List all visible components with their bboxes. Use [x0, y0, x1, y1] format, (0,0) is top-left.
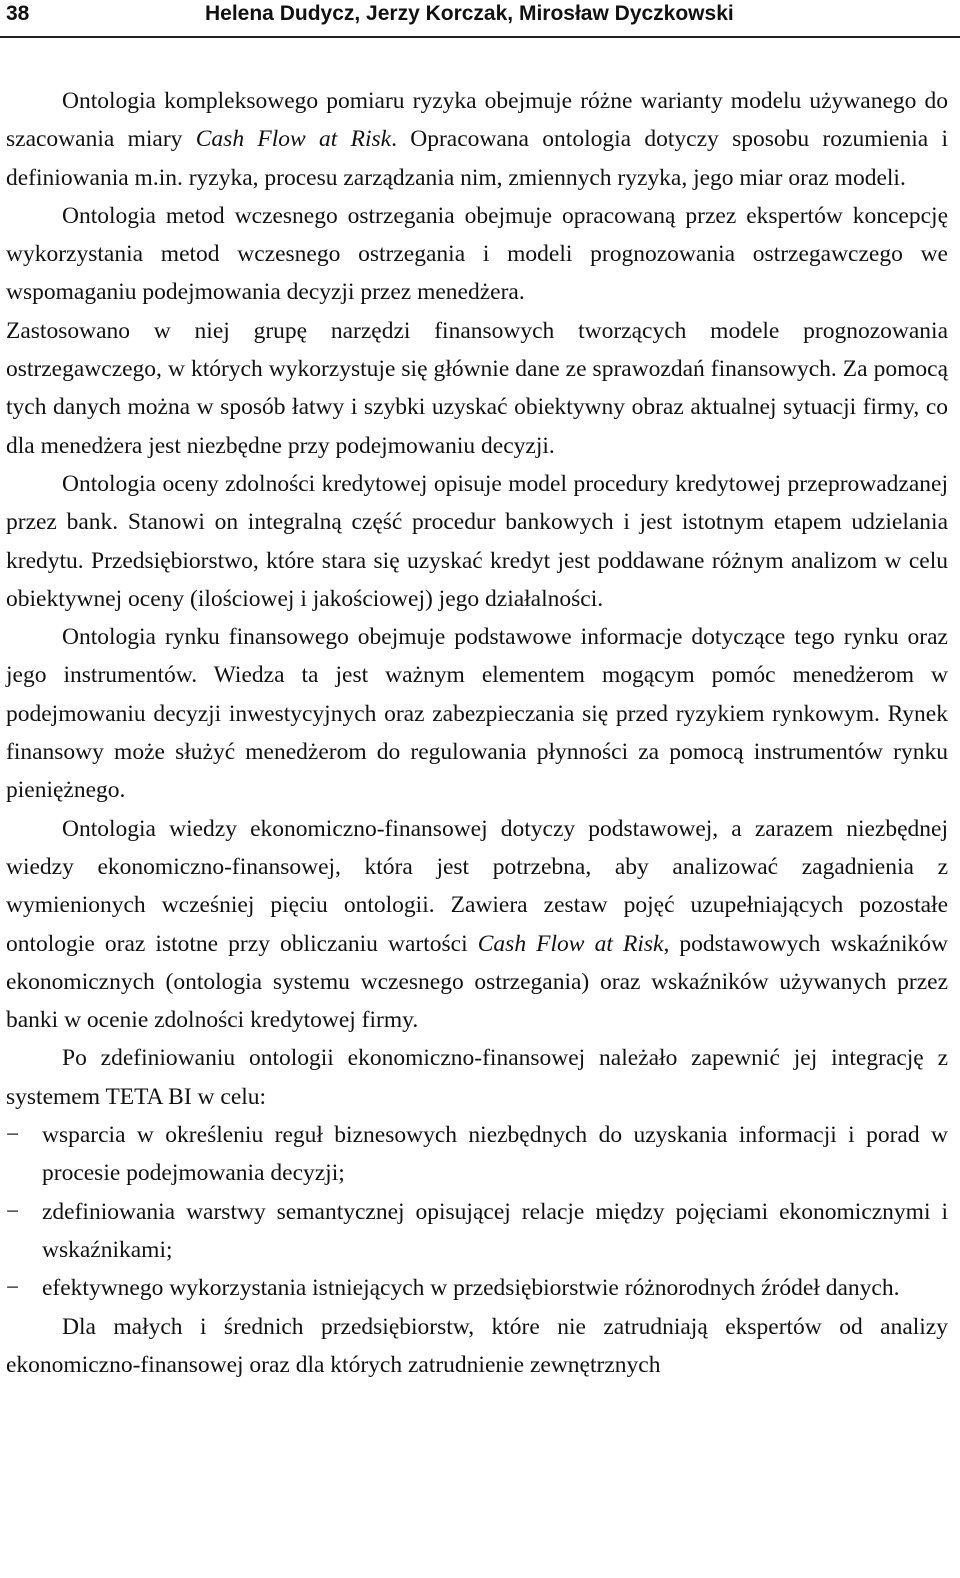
body-text: [6, 82, 948, 1384]
paragraph-risk-measurement-ontology: [6, 82, 948, 197]
italic-term: Cash Flow at Risk: [477, 930, 664, 957]
paragraph-integration-intro: Po zdefiniowaniu ontologii ekonomiczno-finansowej należało zapewnić jej integrację z systemem TETA BI w celu:: [6, 1045, 948, 1110]
page-number: 38: [6, 2, 30, 25]
list-item-text: wsparcia w określeniu reguł biznesowych niezbędnych do uzyskania informacji i porad w procesie podejmowania decyzji;: [42, 1122, 948, 1187]
paragraph-early-warning-ontology: Ontologia metod wczesnego ostrzegania obejmuje opracowaną przez ekspertów koncepcję wykorzystania metod wczesnego ostrzegania i modeli prognozowania ostrzegawczego we wspomaganiu podejmowania decyzji przez menedżera.: [6, 202, 948, 306]
paragraph-financial-market-ontology: Ontologia rynku finansowego obejmuje podstawowe informacje dotyczące tego rynku oraz jego instrumentów. Wiedza ta jest ważnym elementem mogącym pomóc menedżerom w podejmowaniu decyzji inwestycyjnych oraz zabezpieczania się przed ryzykiem rynkowym. Rynek finansowy może służyć menedżerom do regulowania płynności za pomocą instrumentów rynku pieniężnego.: [6, 624, 948, 804]
list-item-text: zdefiniowania warstwy semantycznej opisującej relacje między pojęciami ekonomicznymi i wskaźnikami;: [42, 1198, 948, 1263]
paragraph-text: . Opracowana ontologia dotyczy sposobu rozumienia i definiowania m.in. ryzyka, procesu zarządzania nim, zmiennych ryzyka, jego miar oraz modeli.: [6, 126, 948, 191]
list-item: [6, 1269, 948, 1307]
paragraph-sme-continuation: Dla małych i średnich przedsiębiorstw, które nie zatrudniają ekspertów od analizy ekonomiczno-finansowej oraz dla których zatrudnienie zewnętrznych: [6, 1313, 948, 1378]
paragraph-text: Ontologia kompleksowego pomiaru ryzyka obejmuje różne warianty modelu używanego do szacowania miary: [6, 88, 948, 153]
bullet-dash: −: [6, 1122, 20, 1149]
paragraph-text: , podstawowych wskaźników ekonomicznych (ontologia systemu wczesnego ostrzegania) oraz wskaźników używanych przez banki w ocenie zdolności kredytowej firmy.: [6, 930, 948, 1034]
paragraph-credit-ontology: Ontologia oceny zdolności kredytowej opisuje model procedury kredytowej przeprowadzanej przez bank. Stanowi on integralną część procedur bankowych i jest istotnym etapem udzielania kredytu. Przedsiębiorstwo, które stara się uzyskać kredyt jest poddawane różnym analizom w celu obiektywnej oceny (ilościowej i jakościowej) jego działalności.: [6, 470, 948, 612]
paragraph-early-warning-tools: Zastosowano w niej grupę narzędzi finansowych tworzących modele prognozowania ostrzegawczego, w których wykorzystuje się głównie dane ze sprawozdań finansowych. Za pomocą tych danych można w sposób łatwy i szybki uzyskać obiektywny obraz aktualnej sytuacji firmy, co dla menedżera jest niezbędne przy podejmowaniu decyzji.: [6, 317, 948, 459]
list-item: [6, 1193, 948, 1270]
paragraph-text: Ontologia wiedzy ekonomiczno-finansowej dotyczy podstawowej, a zarazem niezbędnej wiedzy ekonomiczno-finansowej, która jest potrzebna, aby analizować zagadnienia z wymienionych wcześniej pięciu ontologii. Zawiera zestaw pojęć uzupełniających pozostałe ontologie oraz istotne przy obliczaniu wartości: [6, 815, 948, 957]
italic-term: Cash Flow at Risk: [195, 126, 392, 153]
running-header: [0, 0, 960, 38]
list-item-text: efektywnego wykorzystania istniejących w przedsiębiorstwie różnorodnych źródeł danych.: [42, 1275, 900, 1302]
paragraph-economic-knowledge-ontology: [6, 810, 948, 1040]
integration-goals-list: [6, 1116, 948, 1307]
list-item: [6, 1116, 948, 1193]
running-head-authors: Helena Dudycz, Jerzy Korczak, Mirosław Dyczkowski: [205, 2, 734, 25]
bullet-dash: −: [6, 1198, 20, 1225]
bullet-dash: −: [6, 1275, 20, 1302]
